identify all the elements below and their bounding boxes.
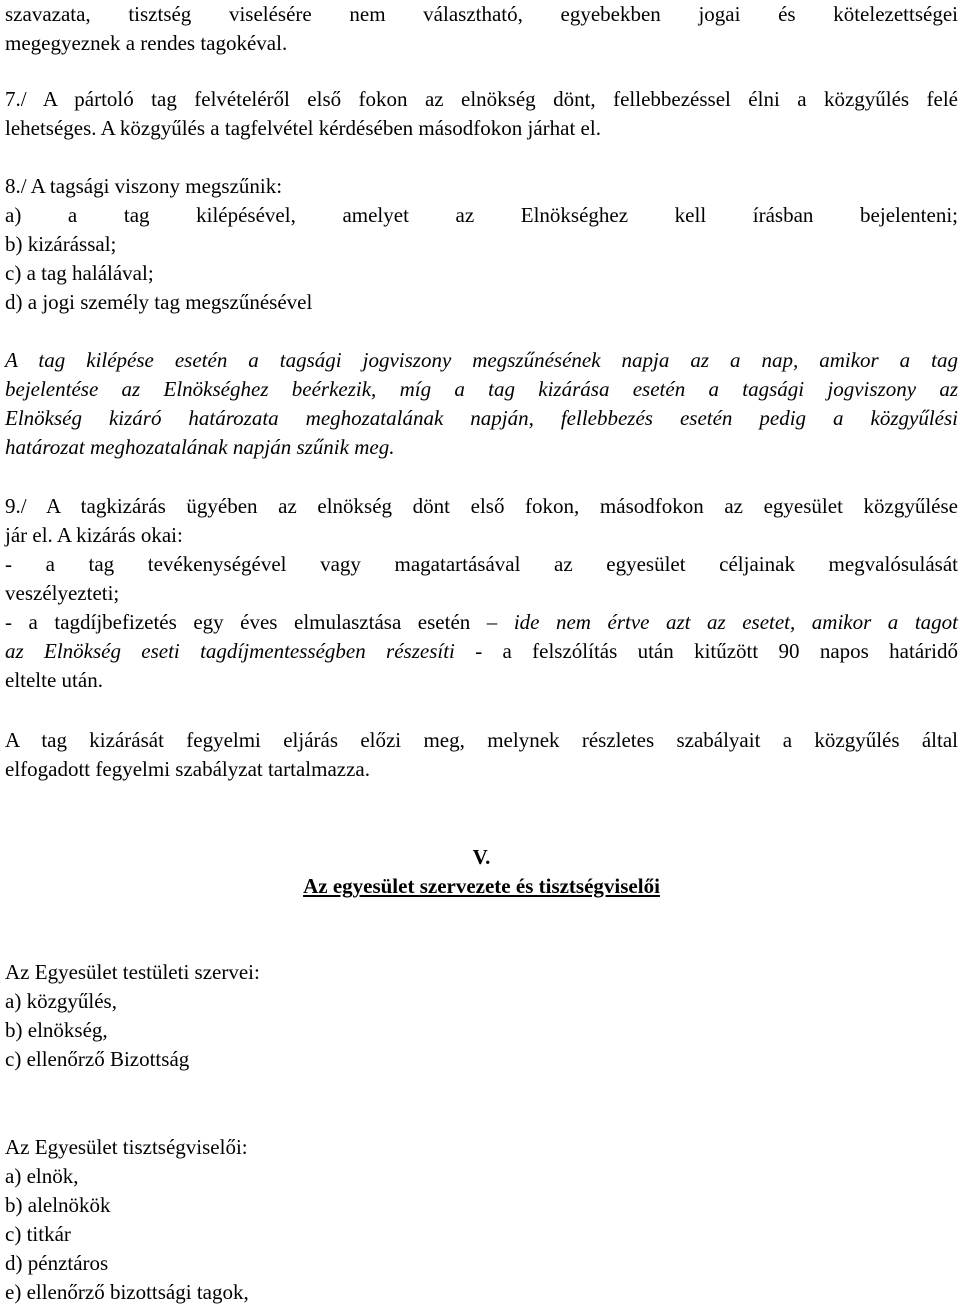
list-item: b) kizárással; <box>5 232 117 256</box>
text-line: szavazata, tisztség viselésére nem választható, egyebekben jogai és kötelezettségei <box>5 2 958 26</box>
list-item: d) a jogi személy tag megszűnésével <box>5 290 313 314</box>
list-item <box>5 608 958 637</box>
text-line: lehetséges. A közgyűlés a tagfelvétel kérdésében másodfokon járhat el. <box>5 116 601 140</box>
list-item: a) elnök, <box>5 1164 79 1188</box>
list-item: e) ellenőrző bizottsági tagok, <box>5 1280 249 1304</box>
section-heading <box>5 843 958 901</box>
text-line: eltelte után. <box>5 668 103 692</box>
organs-heading: Az Egyesület testületi szervei: <box>5 960 260 984</box>
list-item: c) ellenőrző Bizottság <box>5 1047 190 1071</box>
list-item: a) közgyűlés, <box>5 989 117 1013</box>
text-line: 9./ A tagkizárás ügyében az elnökség dönt első fokon, másodfokon az egyesület közgyűlése <box>5 494 958 518</box>
text-line: A tag kizárását fegyelmi eljárás előzi meg, melynek részletes szabályait a közgyűlés által <box>5 728 958 752</box>
section-number: V. <box>472 845 491 869</box>
italic-span: az Elnökség eseti tagdíjmentességben részesíti <box>5 639 455 663</box>
text-line: határozat meghozatalának napján szűnik meg. <box>5 435 395 459</box>
text-line: megegyeznek a rendes tagokéval. <box>5 31 288 55</box>
paragraph-9 <box>5 492 958 695</box>
paragraph-7 <box>5 85 958 143</box>
paragraph-8 <box>5 172 958 317</box>
italic-paragraph <box>5 346 958 462</box>
list-item: a) a tag kilépésével, amelyet az Elnökséghez kell írásban bejelenteni; <box>5 203 958 227</box>
italic-span: ide nem értve azt az esetet, amikor a tagot <box>513 610 958 634</box>
text-span: - a felszólítás után kitűzött 90 napos határidő <box>454 639 958 663</box>
text-line: Elnökség kizáró határozata meghozatalának napján, fellebbezés esetén pedig a közgyűlési <box>5 406 958 430</box>
paragraph-disciplinary <box>5 726 958 784</box>
paragraph-8-heading: 8./ A tagsági viszony megszűnik: <box>5 174 283 198</box>
text-span: - a tagdíjbefizetés egy éves elmulasztása esetén – <box>5 610 514 634</box>
text-line: jár el. A kizárás okai: <box>5 523 183 547</box>
officers-heading: Az Egyesület tisztségviselői: <box>5 1135 248 1159</box>
text-line <box>5 637 958 666</box>
text-line: A tag kilépése esetén a tagsági jogviszony megszűnésének napja az a nap, amikor a tag <box>5 348 958 372</box>
paragraph-member-rights <box>5 0 958 58</box>
text-line: bejelentése az Elnökséghez beérkezik, míg a tag kizárása esetén a tagsági jogviszony az <box>5 377 958 401</box>
list-item: d) pénztáros <box>5 1251 109 1275</box>
list-item: - a tag tevékenységével vagy magatartásával az egyesület céljainak megvalósulását <box>5 552 958 576</box>
officers-list <box>5 1133 958 1307</box>
organs-list <box>5 958 958 1074</box>
list-item: c) a tag halálával; <box>5 261 154 285</box>
list-item: c) titkár <box>5 1222 71 1246</box>
section-title: Az egyesület szervezete és tisztségviselői <box>303 874 660 898</box>
list-item: b) elnökség, <box>5 1018 108 1042</box>
section-title-line <box>5 872 958 901</box>
list-item: b) alelnökök <box>5 1193 111 1217</box>
text-line: elfogadott fegyelmi szabályzat tartalmazza. <box>5 757 370 781</box>
text-line: veszélyezteti; <box>5 581 120 605</box>
text-line: 7./ A pártoló tag felvételéről első fokon az elnökség dönt, fellebbezéssel élni a közgyűlés felé <box>5 87 958 111</box>
